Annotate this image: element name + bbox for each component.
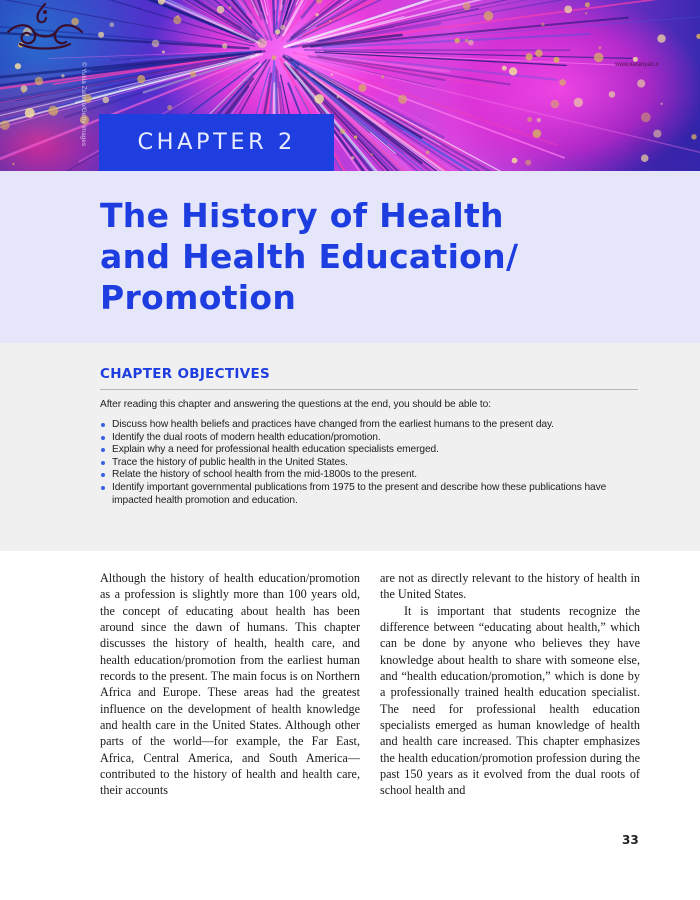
- chapter-objectives-section: [0, 343, 700, 551]
- chapter-title-line-2: and Health Education/: [100, 237, 519, 276]
- gold-speck: [696, 34, 700, 39]
- gold-speck: [167, 105, 172, 110]
- objective-item: [100, 444, 645, 457]
- gold-speck: [525, 160, 531, 166]
- gold-speck: [222, 43, 227, 48]
- objective-item: [100, 419, 645, 432]
- hero-banner-image: [0, 0, 700, 171]
- objectives-intro: After reading this chapter and answering the questions at the end, you should be able to:: [100, 399, 491, 410]
- gold-speck: [35, 77, 43, 85]
- gold-speck: [272, 55, 277, 60]
- gold-speck: [103, 97, 110, 104]
- objective-text: Identify important governmental publications from 1975 to the present and describe how these publications have impacted health promotion and education.: [112, 481, 607, 506]
- round-bullet-icon: [101, 461, 105, 465]
- gold-speck: [559, 79, 566, 86]
- gold-speck: [12, 163, 14, 165]
- ornate-calligraphy-logo-icon: [0, 0, 90, 60]
- gold-speck: [585, 2, 590, 7]
- gold-speck: [359, 84, 367, 92]
- gold-speck: [371, 153, 373, 155]
- gold-speck: [551, 100, 560, 109]
- chapter-label: CHAPTER 2: [137, 130, 296, 155]
- gold-speck: [137, 75, 145, 83]
- objectives-heading: CHAPTER OBJECTIVES: [100, 366, 271, 382]
- gold-speck: [537, 118, 541, 122]
- gold-speck: [660, 103, 662, 105]
- gold-speck: [257, 38, 267, 48]
- gold-speck: [526, 53, 533, 60]
- gold-speck: [152, 40, 160, 48]
- round-bullet-icon: [101, 436, 105, 440]
- gold-speck: [509, 67, 517, 75]
- watermark-text: www.ketabyab.ir: [615, 62, 659, 68]
- gold-speck: [512, 158, 518, 164]
- gold-speck: [314, 94, 324, 104]
- gold-speck: [173, 16, 181, 24]
- gold-speck: [609, 91, 616, 98]
- gold-speck: [599, 46, 602, 49]
- round-bullet-icon: [101, 423, 105, 427]
- gold-speck: [465, 39, 469, 43]
- gold-speck: [162, 51, 165, 54]
- gold-speck: [533, 129, 542, 138]
- objective-text: Explain why a need for professional health education specialists emerged.: [112, 444, 439, 456]
- objective-item: [100, 432, 645, 445]
- image-credit: © Yuliia Zalizko/Getty Images: [80, 62, 86, 147]
- gold-speck: [468, 40, 474, 46]
- gold-speck: [426, 151, 429, 154]
- gold-speck: [691, 134, 696, 139]
- gold-speck: [641, 154, 649, 162]
- gold-speck: [229, 6, 232, 9]
- gold-speck: [641, 112, 651, 122]
- body-paragraph: are not as directly relevant to the history of health in the United States.: [380, 571, 640, 602]
- gold-speck: [275, 29, 280, 34]
- gold-speck: [541, 23, 544, 26]
- gold-speck: [329, 20, 331, 22]
- gold-speck: [22, 90, 25, 93]
- chapter-label-box: [99, 114, 334, 171]
- round-bullet-icon: [101, 473, 105, 477]
- gold-speck: [502, 66, 507, 71]
- chapter-title-line-3: Promotion: [100, 278, 297, 317]
- gold-speck: [48, 106, 58, 116]
- gold-speck: [0, 120, 10, 130]
- gold-speck: [653, 130, 661, 138]
- gold-speck: [554, 57, 560, 63]
- gold-speck: [594, 53, 604, 63]
- gold-speck: [337, 96, 340, 99]
- gold-speck: [527, 117, 532, 122]
- gold-speck: [351, 156, 354, 159]
- objectives-divider: [100, 389, 638, 390]
- gold-speck: [657, 34, 665, 42]
- gold-speck: [190, 71, 196, 77]
- gold-speck: [354, 135, 357, 138]
- gold-speck: [61, 74, 64, 77]
- round-bullet-icon: [101, 486, 105, 490]
- body-paragraph: Although the history of health education/​promotion as a profession is slightly more than 100 years old, the concept of educating about health has been around since the dawn of humans. This chapter discusses the history of health, health care, and health education/​promotion from the earliest human records to the present. The main focus is on Northern Africa and Europe. These areas had the greatest influence on the development of health knowledge and health care in the United States. Although other parts of the world—for example, the Far East, Africa, Central America, and South America—contributed to the history of health and health care, their accounts: [100, 571, 360, 798]
- gold-speck: [484, 11, 494, 21]
- gold-speck: [564, 5, 572, 13]
- gold-speck: [637, 79, 645, 87]
- gold-speck: [315, 13, 318, 16]
- gold-speck: [316, 0, 322, 4]
- gold-speck: [381, 75, 384, 78]
- gold-speck: [25, 108, 35, 118]
- body-column-left: [100, 570, 360, 799]
- page-number: 33: [622, 833, 639, 847]
- gold-speck: [463, 2, 471, 10]
- gold-speck: [535, 49, 543, 57]
- gold-speck: [398, 95, 407, 104]
- round-bullet-icon: [101, 448, 105, 452]
- objective-item: [100, 457, 645, 470]
- objective-item: [100, 482, 645, 507]
- gold-speck: [280, 25, 285, 30]
- gold-speck: [331, 73, 333, 75]
- objective-text: Relate the history of school health from the mid-1800s to the present.: [112, 469, 418, 481]
- chapter-title-line-1: The History of Health: [100, 196, 504, 235]
- gold-speck: [585, 12, 587, 14]
- objective-item: [100, 469, 645, 482]
- gold-speck: [15, 63, 21, 69]
- gold-speck: [340, 129, 345, 134]
- body-column-right: [380, 570, 640, 799]
- gold-speck: [98, 32, 104, 38]
- gold-speck: [110, 22, 115, 27]
- title-band: [0, 171, 700, 343]
- gold-speck: [574, 98, 583, 107]
- chapter-title: [100, 195, 660, 318]
- objectives-list: [100, 419, 645, 507]
- body-paragraph: It is important that students recognize the difference between “educating about health,” which can be done by anyone who believes they have knowledge about health to share with someone else, and “health education/​promotion,” which is done by a professionally trained health education specialist. The need for professional health education specialists emerged as human knowledge of health and health care increased. This chapter emphasizes the health education/promotion profession during the past 150 years as it evolved from the dual roots of school health and: [380, 603, 640, 798]
- objective-text: Trace the history of public health in the United States.: [112, 456, 348, 468]
- gold-speck: [217, 6, 225, 14]
- objective-text: Discuss how health beliefs and practices have changed from the earliest humans to the present day.: [112, 419, 554, 430]
- objective-text: Identify the dual roots of modern health education/promotion.: [112, 431, 381, 443]
- gold-speck: [455, 38, 460, 43]
